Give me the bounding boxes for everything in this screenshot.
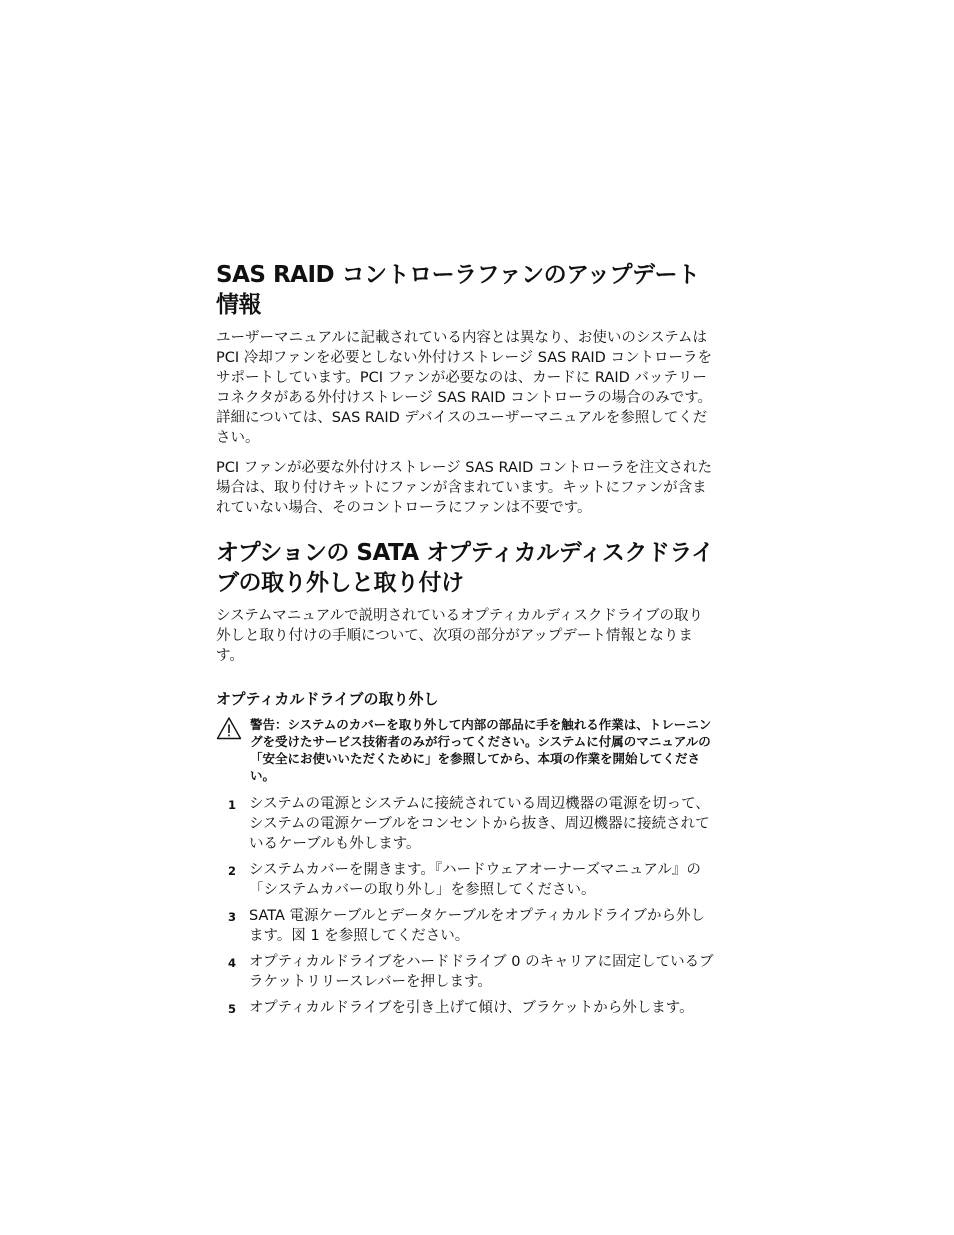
step-text: オプティカルドライブをハードドライブ 0 のキャリアに固定しているブラケットリリースレバーを押します。 bbox=[249, 954, 714, 990]
warning-block bbox=[216, 716, 716, 784]
list-item bbox=[216, 794, 716, 854]
subheading-optical-removal: オプティカルドライブの取り外し bbox=[216, 690, 439, 708]
step-text: システムカバーを開きます。『ハードウェアオーナーズマニュアル』の「システムカバーの取り外し」を参照してください。 bbox=[249, 862, 701, 898]
step-number: 2 bbox=[228, 864, 237, 878]
list-item bbox=[216, 998, 716, 1018]
step-number: 4 bbox=[228, 956, 237, 970]
document-page bbox=[216, 260, 716, 1024]
paragraph-fan-support: ユーザーマニュアルに記載されている内容とは異なり、お使いのシステムは PCI 冷却ファンを必要としない外付けストレージ SAS RAID コントローラをサポートしています。PCI ファンが必要なのは、カードに RAID バッテリーコネクタがある外付けストレージ SAS RAID コントローラの場合のみです。詳細については、SAS RAID デバイスのユーザーマニュアルを参照してください。 bbox=[216, 330, 713, 446]
warning-triangle-icon bbox=[216, 716, 242, 740]
section-heading-optical-drive: オプションの SATA オプティカルディスクドライブの取り外しと取り付け bbox=[216, 540, 714, 596]
list-item bbox=[216, 906, 716, 946]
step-text: システムの電源とシステムに接続されている周辺機器の電源を切って、システムの電源ケーブルをコンセントから抜き、周辺機器に接続されているケーブルも外します。 bbox=[249, 796, 710, 852]
paragraph-optical-intro: システムマニュアルで説明されているオプティカルディスクドライブの取り外しと取り付けの手順について、次項の部分がアップデート情報となります。 bbox=[216, 608, 704, 664]
step-number: 5 bbox=[228, 1002, 237, 1016]
step-number: 1 bbox=[228, 798, 237, 812]
step-text: オプティカルドライブを引き上げて傾け、ブラケットから外します。 bbox=[249, 1000, 694, 1016]
list-item bbox=[216, 952, 716, 992]
warning-text: 警告：システムのカバーを取り外して内部の部品に手を触れる作業は、トレーニングを受けたサービス技術者のみが行ってください。システムに付属のマニュアルの「安全にお使いいただくために」を参照してから、本項の作業を開始してください。 bbox=[250, 717, 712, 783]
removal-steps-list bbox=[216, 794, 716, 1018]
step-text: SATA 電源ケーブルとデータケーブルをオプティカルドライブから外します。図 1 を参照してください。 bbox=[249, 908, 705, 944]
section-heading-fan-update: SAS RAID コントローラファンのアップデート情報 bbox=[216, 262, 700, 318]
list-item bbox=[216, 860, 716, 900]
paragraph-fan-kit: PCI ファンが必要な外付けストレージ SAS RAID コントローラを注文された場合は、取り付けキットにファンが含まれています。キットにファンが含まれていない場合、そのコントローラにファンは不要です。 bbox=[216, 460, 712, 516]
step-number: 3 bbox=[228, 910, 237, 924]
